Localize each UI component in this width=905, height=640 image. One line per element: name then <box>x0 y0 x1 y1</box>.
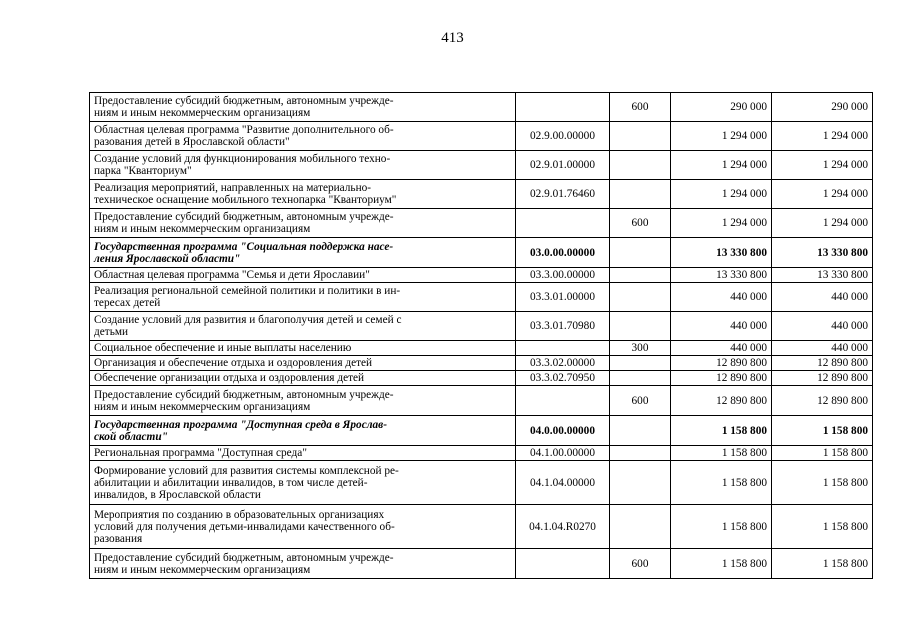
table-row <box>90 549 873 579</box>
row-code-cell: 04.1.04.00000 <box>516 461 610 505</box>
row-sum-1-cell: 440 000 <box>671 341 772 356</box>
row-type-cell: 600 <box>610 209 671 238</box>
row-type-cell <box>610 151 671 180</box>
row-sum-2-cell: 1 294 000 <box>772 209 873 238</box>
row-sum-1-cell: 1 158 800 <box>671 505 772 549</box>
row-type-cell: 600 <box>610 386 671 416</box>
row-type-cell <box>610 268 671 283</box>
row-sum-2-cell: 1 294 000 <box>772 151 873 180</box>
row-sum-2-cell: 440 000 <box>772 312 873 341</box>
row-sum-2-cell: 1 294 000 <box>772 180 873 209</box>
row-type-cell <box>610 446 671 461</box>
row-sum-1-cell: 1 294 000 <box>671 151 772 180</box>
row-sum-1-cell: 13 330 800 <box>671 238 772 268</box>
row-code-cell: 04.1.00.00000 <box>516 446 610 461</box>
row-sum-1-cell: 1 158 800 <box>671 461 772 505</box>
row-name-cell: Предоставление субсидий бюджетным, автономным учрежде- ниям и иным некоммерческим организациям <box>90 549 516 579</box>
row-sum-1-cell: 12 890 800 <box>671 356 772 371</box>
table-row <box>90 151 873 180</box>
row-sum-2-cell: 1 158 800 <box>772 549 873 579</box>
row-sum-1-cell: 1 294 000 <box>671 209 772 238</box>
row-code-cell: 04.1.04.R0270 <box>516 505 610 549</box>
table-row <box>90 180 873 209</box>
table-row <box>90 341 873 356</box>
row-sum-1-cell: 440 000 <box>671 312 772 341</box>
row-type-cell <box>610 312 671 341</box>
row-type-cell <box>610 180 671 209</box>
row-name-cell: Организация и обеспечение отдыха и оздоровления детей <box>90 356 516 371</box>
row-sum-2-cell: 1 158 800 <box>772 416 873 446</box>
table-row <box>90 93 873 122</box>
budget-table-body <box>90 93 873 579</box>
row-code-cell: 03.0.00.00000 <box>516 238 610 268</box>
row-name-cell: Мероприятия по созданию в образовательных организациях условий для получения детьми-инвалидами качественного об- разования <box>90 505 516 549</box>
table-row <box>90 268 873 283</box>
row-code-cell <box>516 341 610 356</box>
row-code-cell: 03.3.01.00000 <box>516 283 610 312</box>
row-code-cell: 03.3.01.70980 <box>516 312 610 341</box>
row-type-cell <box>610 505 671 549</box>
row-sum-2-cell: 440 000 <box>772 341 873 356</box>
row-type-cell: 300 <box>610 341 671 356</box>
row-sum-1-cell: 12 890 800 <box>671 386 772 416</box>
row-sum-1-cell: 1 158 800 <box>671 549 772 579</box>
row-type-cell <box>610 461 671 505</box>
row-code-cell <box>516 93 610 122</box>
table-row <box>90 386 873 416</box>
row-sum-2-cell: 1 158 800 <box>772 446 873 461</box>
row-sum-1-cell: 1 158 800 <box>671 416 772 446</box>
row-type-cell <box>610 238 671 268</box>
row-sum-1-cell: 1 294 000 <box>671 180 772 209</box>
row-sum-1-cell: 1 294 000 <box>671 122 772 151</box>
page-number: 413 <box>441 30 464 46</box>
row-code-cell <box>516 209 610 238</box>
row-name-cell: Создание условий для развития и благополучия детей и семей с детьми <box>90 312 516 341</box>
row-code-cell <box>516 386 610 416</box>
row-name-cell: Реализация мероприятий, направленных на материально- техническое оснащение мобильного технопарка "Кванториум" <box>90 180 516 209</box>
row-name-cell: Предоставление субсидий бюджетным, автономным учрежде- ниям и иным некоммерческим организациям <box>90 209 516 238</box>
table-row <box>90 312 873 341</box>
row-code-cell: 03.3.02.00000 <box>516 356 610 371</box>
row-sum-2-cell: 12 890 800 <box>772 371 873 386</box>
row-code-cell: 03.3.00.00000 <box>516 268 610 283</box>
table-row <box>90 238 873 268</box>
row-name-cell: Социальное обеспечение и иные выплаты населению <box>90 341 516 356</box>
row-name-cell: Предоставление субсидий бюджетным, автономным учрежде- ниям и иным некоммерческим организациям <box>90 93 516 122</box>
row-name-cell: Государственная программа "Доступная среда в Ярослав- ской области" <box>90 416 516 446</box>
row-sum-2-cell: 13 330 800 <box>772 268 873 283</box>
row-name-cell: Реализация региональной семейной политики и политики в ин- тересах детей <box>90 283 516 312</box>
row-name-cell: Областная целевая программа "Семья и дети Ярославии" <box>90 268 516 283</box>
row-type-cell <box>610 416 671 446</box>
row-code-cell: 02.9.01.00000 <box>516 151 610 180</box>
row-code-cell: 04.0.00.00000 <box>516 416 610 446</box>
row-type-cell <box>610 122 671 151</box>
row-code-cell: 03.3.02.70950 <box>516 371 610 386</box>
row-sum-1-cell: 290 000 <box>671 93 772 122</box>
row-sum-2-cell: 12 890 800 <box>772 386 873 416</box>
row-sum-1-cell: 440 000 <box>671 283 772 312</box>
row-sum-2-cell: 290 000 <box>772 93 873 122</box>
row-sum-2-cell: 1 158 800 <box>772 505 873 549</box>
table-row <box>90 371 873 386</box>
table-row <box>90 446 873 461</box>
row-name-cell: Формирование условий для развития системы комплексной ре- абилитации и абилитации инвалидов, в том числе детей- инвалидов, в Ярославской области <box>90 461 516 505</box>
row-type-cell: 600 <box>610 549 671 579</box>
row-name-cell: Областная целевая программа "Развитие дополнительного об- разования детей в Ярославской области" <box>90 122 516 151</box>
table-row <box>90 283 873 312</box>
table-row <box>90 209 873 238</box>
row-sum-2-cell: 13 330 800 <box>772 238 873 268</box>
table-row <box>90 461 873 505</box>
row-type-cell: 600 <box>610 93 671 122</box>
table-row <box>90 505 873 549</box>
row-name-cell: Региональная программа "Доступная среда" <box>90 446 516 461</box>
row-sum-2-cell: 1 158 800 <box>772 461 873 505</box>
table-row <box>90 416 873 446</box>
row-sum-2-cell: 440 000 <box>772 283 873 312</box>
row-sum-1-cell: 13 330 800 <box>671 268 772 283</box>
row-code-cell: 02.9.01.76460 <box>516 180 610 209</box>
budget-table <box>89 92 873 579</box>
table-row <box>90 122 873 151</box>
row-sum-1-cell: 1 158 800 <box>671 446 772 461</box>
row-name-cell: Обеспечение организации отдыха и оздоровления детей <box>90 371 516 386</box>
row-code-cell: 02.9.00.00000 <box>516 122 610 151</box>
table-row <box>90 356 873 371</box>
row-name-cell: Предоставление субсидий бюджетным, автономным учрежде- ниям и иным некоммерческим организациям <box>90 386 516 416</box>
row-sum-2-cell: 12 890 800 <box>772 356 873 371</box>
row-sum-2-cell: 1 294 000 <box>772 122 873 151</box>
row-type-cell <box>610 371 671 386</box>
row-type-cell <box>610 356 671 371</box>
row-code-cell <box>516 549 610 579</box>
row-name-cell: Создание условий для функционирования мобильного техно- парка "Кванториум" <box>90 151 516 180</box>
row-type-cell <box>610 283 671 312</box>
row-name-cell: Государственная программа "Социальная поддержка насе- ления Ярославской области" <box>90 238 516 268</box>
row-sum-1-cell: 12 890 800 <box>671 371 772 386</box>
